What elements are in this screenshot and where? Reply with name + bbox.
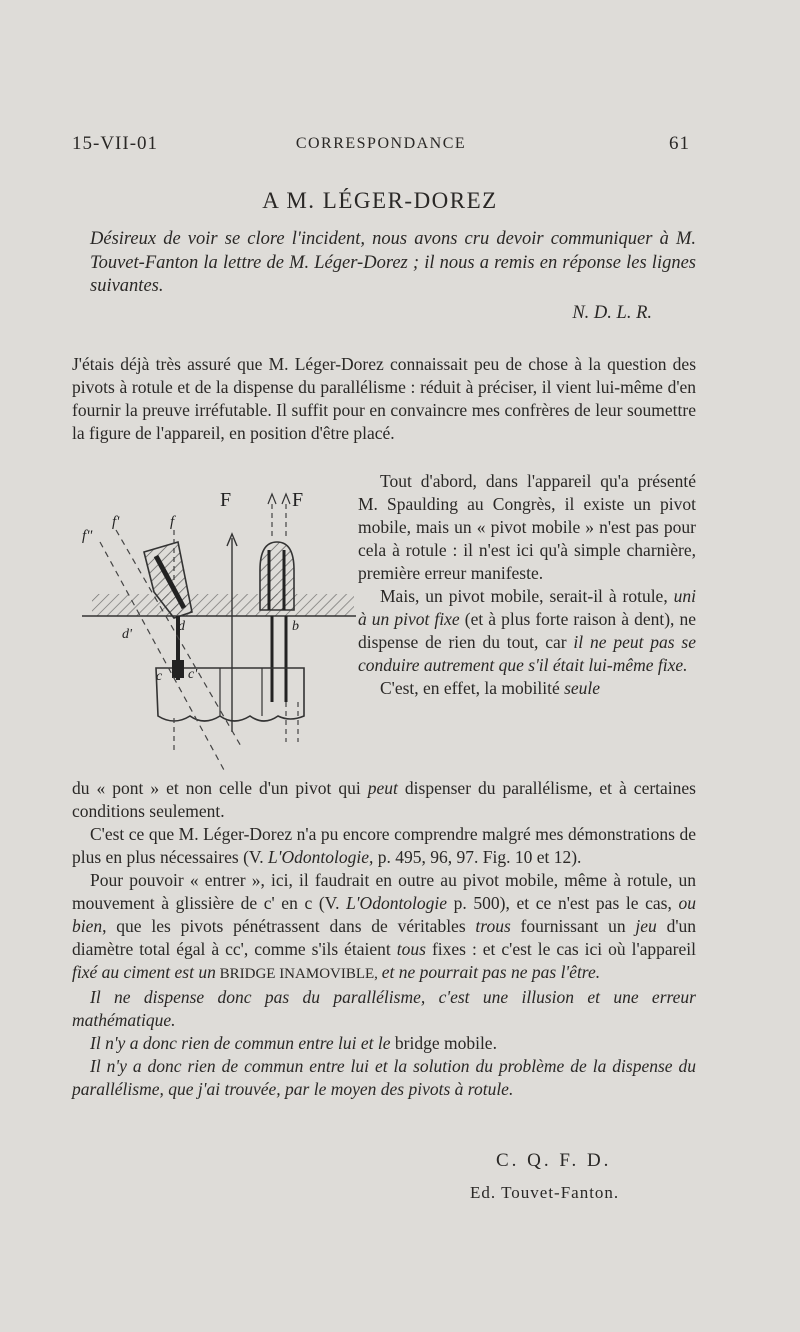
label-b: b (292, 619, 299, 634)
paragraph-4-cont: du « pont » et non celle d'un pivot qui peut dispenser du parallélisme, et à certaines conditions seulement. (72, 778, 696, 821)
label-F2: F (292, 489, 304, 511)
header-section: CORRESPONDANCE (295, 135, 467, 152)
dental-figure (74, 480, 356, 770)
paragraph-1: J'étais déjà très assuré que M. Léger-Dorez connaissait peu de chose à la question des pivots à rotule et de la dispense du parallélisme : réduit à préciser, il vient lui-même d'en fournir la preuve irréfutable. Il suffit pour en convaincre mes confrères de leur soumettre la figure de l'appareil, en position d'être placé. (72, 354, 696, 443)
right-column (358, 470, 696, 700)
paragraph-2: Tout d'abord, dans l'appareil qu'a présenté M. Spaulding au Congrès, il existe un pivot mobile, mais un « pivot mobile » n'est pas pour cela à rotule : il n'est ici qu'à simple charnière, première erreur manifeste. (358, 471, 696, 583)
label-d: d (178, 619, 185, 634)
page-number: 61 (669, 133, 690, 154)
paragraph-5: C'est ce que M. Léger-Dorez n'a pu encore comprendre malgré mes démonstrations de plus en plus nécessaires (V. L'Odontologie, p. 495, 96, 97. Fig. 10 et 12). (72, 824, 696, 867)
article-title: A M. LÉGER-DOREZ (262, 188, 498, 213)
paragraph-4-start: C'est, en effet, la mobilité seule (380, 678, 601, 698)
editor-note: Désireux de voir se clore l'incident, nous avons cru devoir communiquer à M. Touvet-Fanton la lettre de M. Léger-Dorez ; il nous a remis en réponse les lignes suivantes. (90, 229, 696, 296)
label-f-double-prime: f" (82, 528, 93, 544)
closing-formula: C. Q. F. D. (496, 1150, 612, 1171)
paragraph-8: Il n'y a donc rien de commun entre lui et le bridge mobile. (90, 1033, 497, 1053)
paragraph-3: Mais, un pivot mobile, serait-il à rotule, uni à un pivot fixe (et à plus forte raison à dent), ne dispense de rien du tout, car il ne peut pas se conduire autrement que s'il était lui-même fixe. (358, 586, 696, 675)
editor-signature: N. D. L. R. (572, 303, 652, 323)
label-f-prime: f' (112, 514, 120, 530)
label-F1: F (220, 489, 232, 511)
label-f: f (170, 514, 175, 530)
paragraph-9: Il n'y a donc rien de commun entre lui et la solution du problème de la dispense du parallélisme, que j'ai trouvée, par le moyen des pivots à rotule. (72, 1056, 696, 1099)
label-c: c (156, 669, 163, 684)
label-d-prime: d' (122, 627, 132, 642)
paragraph-7: Il ne dispense donc pas du parallélisme, c'est une illusion et une erreur mathématique. (72, 987, 696, 1030)
paragraph-6: Pour pouvoir « entrer », ici, il faudrait en outre au pivot mobile, même à rotule, un mouvement à glissière de c' en c (V. L'Odontologie p. 500), et ce n'est pas le cas, ou bien, que les pivots pénétrassent dans de véritables trous fournissant un jeu d'un diamètre total égal à cc', comme s'ils étaient tous fixes : et c'est le cas ici où l'appareil fixé au ciment est un BRIDGE INAMOVIBLE, et ne pourrait pas ne pas l'être. (72, 870, 696, 982)
running-header (72, 133, 690, 159)
label-c-prime: c' (188, 667, 198, 682)
author-signature: Ed. Touvet-Fanton. (470, 1183, 620, 1202)
header-date: 15-VII-01 (72, 133, 159, 154)
body-text (72, 777, 696, 1101)
